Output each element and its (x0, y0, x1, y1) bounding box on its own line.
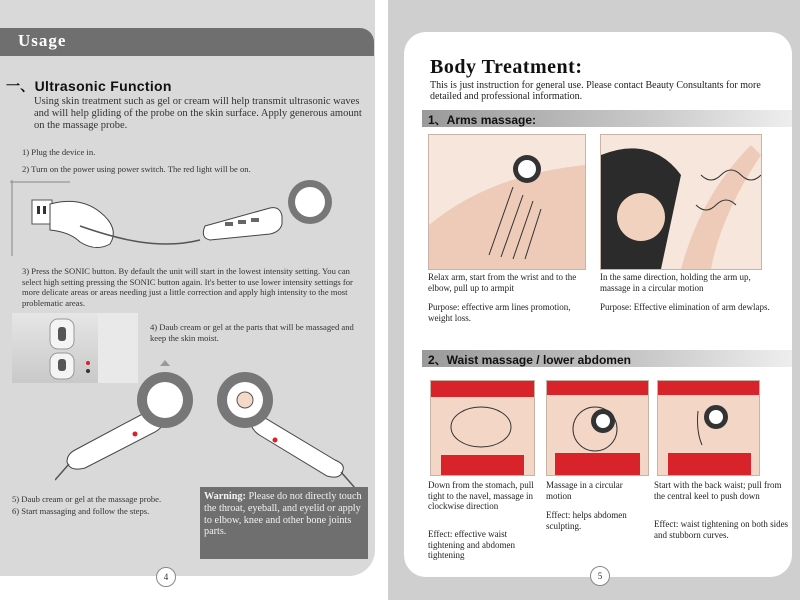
page-number-right: 5 (590, 566, 610, 586)
ultrasonic-intro: Using skin treatment such as gel or cream will help transmit ultrasonic waves and will help gliding of the probe on the skin surface. Apply generous amount on the massage probe. (34, 96, 362, 131)
waist-massage-heading: 2、Waist massage / lower abdomen (428, 353, 631, 367)
waist-caption-3: Start with the back waist; pull from the central keel to push down (654, 480, 782, 501)
step-2: 2) Turn on the power using power switch. The red light will be on. (22, 164, 251, 174)
massage-device-icon (203, 180, 332, 240)
waist-effect-3: Effect: waist tightening on both sides and stubborn curves. (654, 519, 789, 540)
arms-massage-heading: 1、Arms massage: (428, 113, 537, 127)
page-number-left: 4 (156, 567, 176, 587)
outlet-icon (32, 200, 52, 224)
body-treatment-title: Body Treatment: (430, 56, 583, 78)
arm-caption-2: In the same direction, holding the arm up, massage in a circular motion (600, 272, 751, 293)
waist-effect-1: Effect: effective waist tightening and abdomen tightening (428, 529, 515, 560)
usage-header-bar (0, 28, 374, 56)
waist-effect-2: Effect: helps abdomen sculpting. (546, 510, 627, 531)
arm-purpose-2: Purpose: Effective elimination of arm dewlaps. (600, 302, 770, 312)
warning-text: Please do not directly touch the throat, eyeball, and eyelid or apply to elbow, knee and other bone joints parts. (204, 491, 362, 538)
massage-device-icon (55, 360, 193, 480)
arms-massage-bar (422, 110, 792, 127)
waist-massage-photo-1 (430, 380, 535, 476)
step-5: 5) Daub cream or gel at the massage probe. (12, 494, 162, 504)
arm-caption-1: Relax arm, start from the wrist and to the elbow, pull up to armpit (428, 272, 577, 293)
usage-title: Usage (18, 31, 67, 50)
step-6: 6) Start massaging and follow the steps. (12, 506, 150, 516)
waist-massage-photo-2 (546, 380, 649, 476)
warning-box (200, 487, 368, 559)
two-devices-illustration (55, 360, 355, 490)
arm-massage-photo-2 (600, 134, 762, 270)
waist-caption-2: Massage in a circular motion (546, 480, 623, 501)
massage-device-icon (217, 372, 355, 488)
waist-caption-1: Down from the stomach, pull tight to the navel, massage in clockwise direction (428, 480, 534, 511)
plug-icon (50, 201, 200, 247)
body-treatment-intro: This is just instruction for general use. Please contact Beauty Consultants for more detailed and professional information. (430, 80, 761, 102)
warning-label: Warning: (204, 491, 246, 502)
waist-massage-photo-3 (657, 380, 760, 476)
right-page-body-treatment (404, 32, 792, 577)
step-1: 1) Plug the device in. (22, 147, 96, 157)
ultrasonic-heading: 一、Ultrasonic Function (6, 78, 172, 94)
arm-purpose-1: Purpose: effective arm lines promotion, weight loss. (428, 302, 571, 323)
left-page-usage (0, 0, 375, 576)
step-3: 3) Press the SONIC button. By default the unit will start in the lowest intensity setting. You can select high setting pressing the SONIC button again. It's better to use lower intensity settings for more delicate areas or areas needing just a little correction and apply high intensity to the most problematic areas. (22, 266, 353, 308)
step-4: 4) Daub cream or gel at the parts that will be massaged and keep the skin moist. (150, 322, 354, 343)
arm-massage-photo-1 (428, 134, 586, 270)
plug-in-illustration (10, 180, 350, 256)
waist-massage-bar (422, 350, 792, 367)
